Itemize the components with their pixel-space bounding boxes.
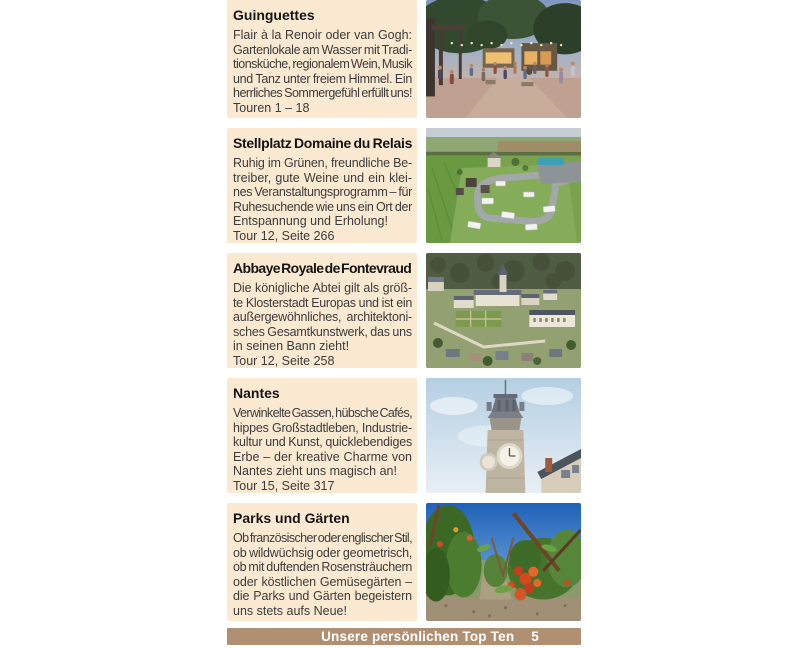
entry-title: Stellplatz Domaine du Relais bbox=[233, 135, 413, 151]
content-column bbox=[227, 0, 581, 645]
entry-tail-line: in seinen Bann zieht! bbox=[233, 339, 350, 354]
entry-body-line: Verwinkelte Gassen, hübsche Cafés, bbox=[233, 406, 412, 420]
parks-photo bbox=[426, 503, 581, 621]
entry-text-block bbox=[227, 0, 417, 118]
entry-body-line: kultur und Kunst, quicklebendiges bbox=[233, 435, 412, 450]
entry-body-line: ob mit duftenden Rosensträuchern bbox=[233, 560, 413, 575]
guide-entry-stellplatz bbox=[227, 128, 581, 243]
entry-tail-line: Tour 15, Seite 317 bbox=[233, 478, 335, 493]
entry-body-line: Flair à la Renoir oder van Gogh: bbox=[233, 28, 412, 42]
entry-title: Parks und Gärten bbox=[233, 510, 350, 526]
entry-body-line: nes Veranstaltungsprogramm – für bbox=[233, 185, 413, 200]
entry-body-line: Die königliche Abtei gilt als größ- bbox=[233, 281, 412, 295]
entry-body-line: die Parks und Gärten begeistern bbox=[233, 589, 412, 604]
entry-body-line: te Klosterstadt Europas und ist ein bbox=[233, 295, 412, 310]
entry-tail-line: Entspannung und Erholung! bbox=[233, 214, 388, 229]
entry-tail-line: Nantes zieht uns magisch an! bbox=[233, 464, 397, 479]
entry-title: Nantes bbox=[233, 385, 280, 401]
nantes-clock-tower-photo-art bbox=[426, 378, 581, 493]
guide-entry-nantes bbox=[227, 378, 581, 493]
entry-body-line: außergewöhnliches, architektoni- bbox=[233, 310, 412, 325]
entry-title: Abbaye Royale de Fontevraud bbox=[233, 260, 412, 276]
entry-body-line: und Tanz unter freiem Himmel. Ein bbox=[233, 71, 412, 86]
guide-entry-abbaye bbox=[227, 253, 581, 368]
entry-body-line: Ob französischer oder englischer Stil, bbox=[233, 531, 412, 545]
entry-body-line: ob wildwüchsig oder geometrisch, bbox=[233, 545, 413, 560]
entry-body-line: Gartenlokale am Wasser mit Tradi- bbox=[233, 42, 412, 57]
stellplatz-aerial-photo-art bbox=[426, 128, 581, 243]
footer-bar bbox=[227, 628, 581, 645]
entries bbox=[227, 0, 581, 621]
entry-body-line: tionsküche, regionalem Wein, Musik bbox=[233, 57, 412, 72]
entry-body-line: Ruhig im Grünen, freundliche Be- bbox=[233, 156, 412, 170]
guinguettes-photo bbox=[426, 0, 581, 118]
stellplatz-photo bbox=[426, 128, 581, 243]
entry-body-line: Erbe – der kreative Charme von bbox=[233, 449, 412, 464]
entry-body-line: hippes Großstadtleben, Industrie- bbox=[233, 420, 412, 435]
entry-body-line: oder köstlichen Gemüsegärten – bbox=[233, 574, 412, 589]
entry-text-block bbox=[227, 253, 417, 368]
guinguettes-evening-photo-art bbox=[426, 0, 581, 118]
entry-text-block bbox=[227, 128, 417, 243]
guide-entry-parks bbox=[227, 503, 581, 621]
guide-entry-guinguettes bbox=[227, 0, 581, 118]
entry-body bbox=[233, 156, 412, 243]
entry-text-block bbox=[227, 503, 417, 621]
entry-body bbox=[233, 531, 412, 619]
parks-vegetable-garden-photo-art bbox=[426, 503, 581, 621]
footer-title: Unsere persönlichen Top Ten bbox=[321, 629, 515, 644]
entry-body-line: sches Gesamtkunstwerk, das uns bbox=[233, 324, 412, 339]
entry-body-line: herrliches Sommergefühl erfüllt uns! bbox=[233, 86, 412, 101]
entry-tail-line: uns stets aufs Neue! bbox=[233, 603, 347, 618]
entry-body bbox=[233, 406, 412, 493]
entry-body-line: treiber, gute Weine und ein klei- bbox=[233, 170, 412, 185]
entry-body-line: Ruhesuchende wie uns ein Ort der bbox=[233, 199, 412, 214]
abbaye-aerial-photo-art bbox=[426, 253, 581, 368]
entry-title: Guinguettes bbox=[233, 7, 315, 23]
nantes-photo bbox=[426, 378, 581, 493]
entry-tail-line: Tour 12, Seite 258 bbox=[233, 353, 335, 368]
entry-tail-line: Touren 1 – 18 bbox=[233, 100, 310, 115]
footer-page-number: 5 bbox=[531, 629, 539, 644]
entry-body bbox=[233, 281, 412, 368]
entry-text-block bbox=[227, 378, 417, 493]
entry-body bbox=[233, 28, 412, 116]
abbaye-photo bbox=[426, 253, 581, 368]
entry-tail-line: Tour 12, Seite 266 bbox=[233, 228, 335, 243]
